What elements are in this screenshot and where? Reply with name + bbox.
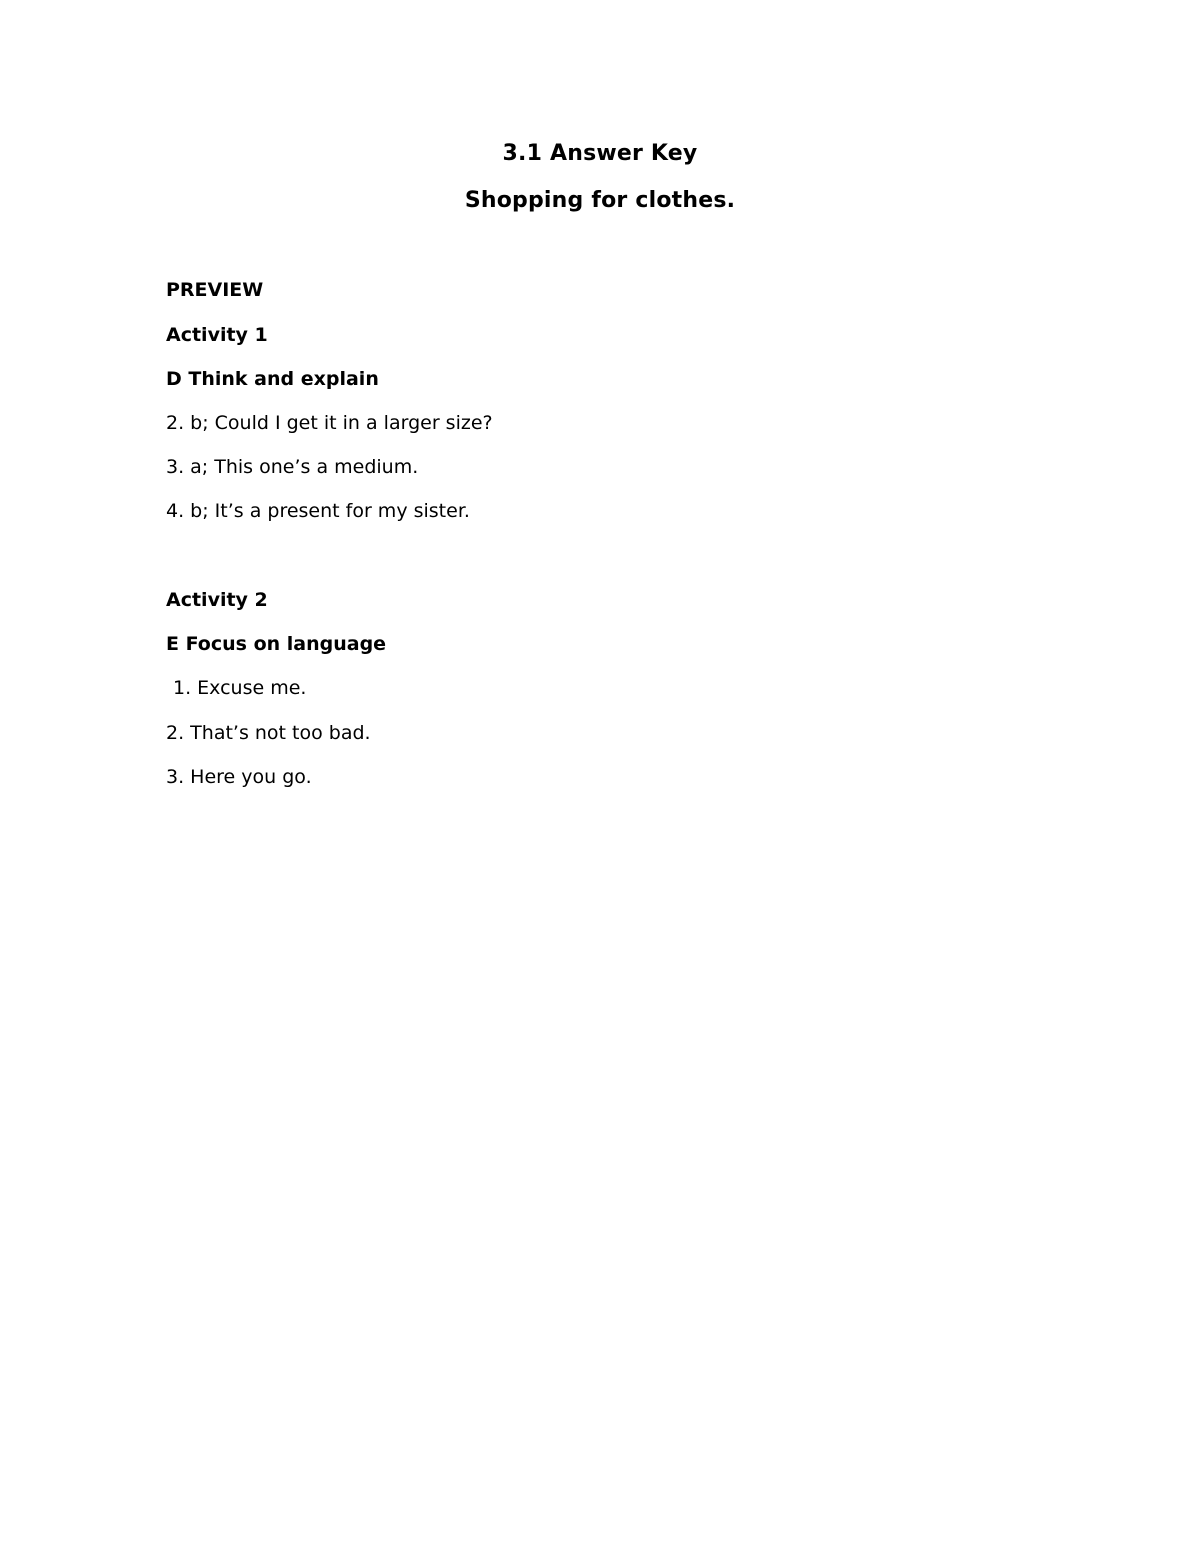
- activity-1-answer: 4. b; It’s a present for my sister.: [166, 500, 470, 522]
- activity-2-answer: 3. Here you go.: [166, 766, 312, 788]
- page-title: 3.1 Answer Key: [502, 141, 698, 166]
- preview-heading: PREVIEW: [166, 279, 264, 301]
- activity-1-label: Activity 1: [166, 324, 268, 346]
- activity-1-answer: 3. a; This one’s a medium.: [166, 456, 419, 478]
- activity-2-answer: 2. That’s not too bad.: [166, 722, 371, 744]
- activity-2-answer: 1. Excuse me.: [173, 677, 307, 699]
- activity-2-label: Activity 2: [166, 589, 268, 611]
- activity-2-section: E Focus on language: [166, 633, 387, 655]
- activity-1-section: D Think and explain: [166, 368, 379, 390]
- activity-1-answer: 2. b; Could I get it in a larger size?: [166, 412, 493, 434]
- page-subtitle: Shopping for clothes.: [464, 188, 736, 213]
